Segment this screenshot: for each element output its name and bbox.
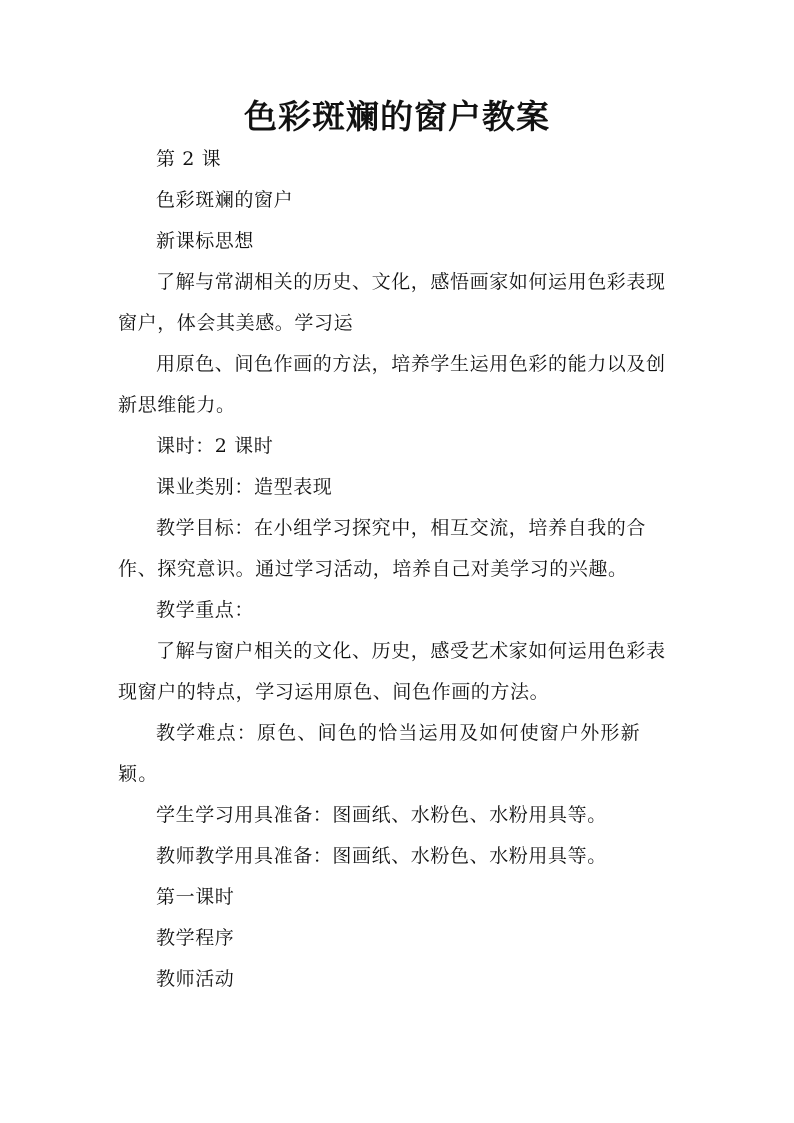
paragraph-key-points: 了解与窗户相关的文化、历史，感受艺术家如何运用色彩表现窗户的特点，学习运用原色、间色作画的方法。 [118, 640, 666, 703]
lesson-number: 第 2 课 [156, 148, 222, 170]
paragraph-teacher-materials: 教师教学用具准备：图画纸、水粉色、水粉用具等。 [156, 845, 607, 867]
section-heading-procedure: 教学程序 [156, 927, 235, 949]
section-heading-first-period: 第一课时 [156, 886, 235, 908]
section-heading-key-points: 教学重点： [156, 599, 255, 621]
paragraph-teaching-goals: 教学目标：在小组学习探究中，相互交流，培养自我的合作、探究意识。通过学习活动，培养自己对美学习的兴趣。 [118, 517, 647, 580]
paragraph-curriculum-1: 了解与常湖相关的历史、文化，感悟画家如何运用色彩表现窗户，体会其美感。学习运 [118, 271, 666, 334]
section-heading-teacher-activities: 教师活动 [156, 968, 235, 990]
paragraph-curriculum-2: 用原色、间色作画的方法，培养学生运用色彩的能力以及创新思维能力。 [118, 353, 666, 416]
paragraph-course-type: 课业类别：造型表现 [156, 476, 333, 498]
paragraph-difficulties: 教学难点：原色、间色的恰当运用及如何使窗户外形新颖。 [118, 722, 641, 785]
section-heading-curriculum: 新课标思想 [156, 230, 255, 252]
document-title: 色彩斑斓的窗户教案 [244, 97, 550, 136]
document-body [118, 139, 680, 1000]
lesson-name: 色彩斑斓的窗户 [156, 189, 294, 211]
paragraph-student-materials: 学生学习用具准备：图画纸、水粉色、水粉用具等。 [156, 804, 607, 826]
paragraph-class-hours: 课时：2 课时 [156, 435, 274, 457]
